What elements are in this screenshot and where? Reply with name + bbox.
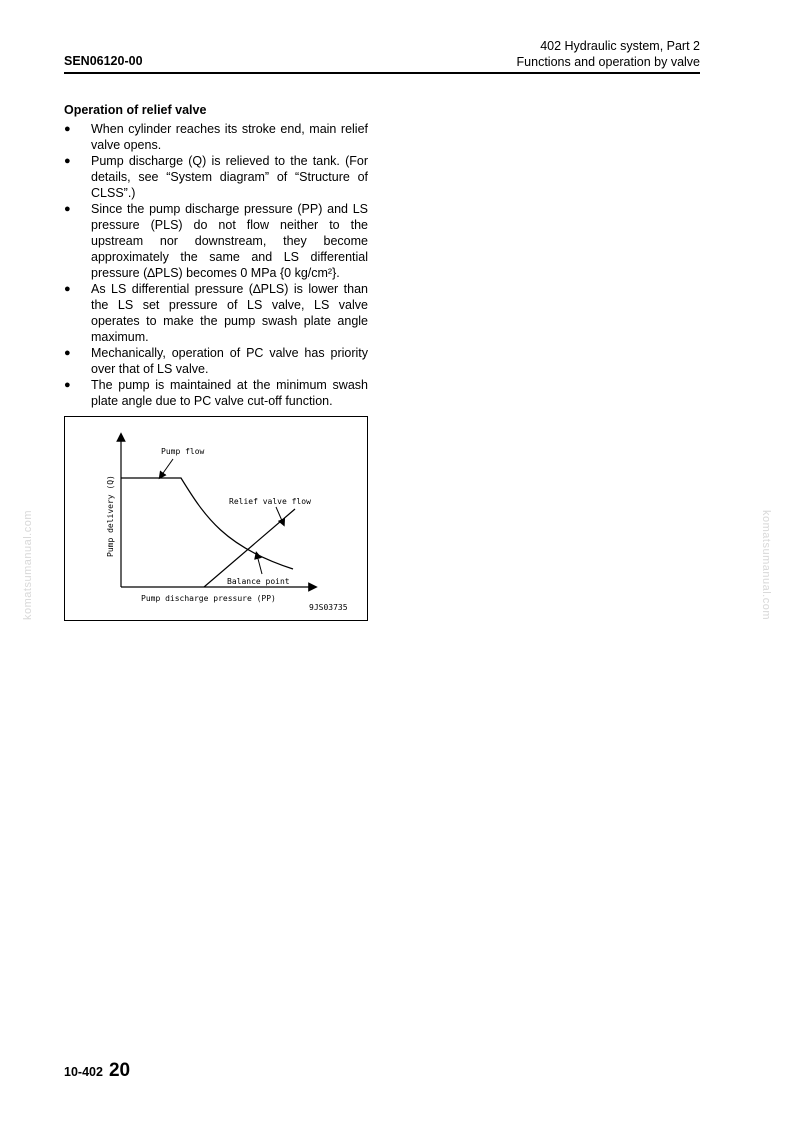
watermark-right: komatsumanual.com bbox=[760, 510, 772, 620]
bullet-text: Pump discharge (Q) is relieved to the tank. (For details, see “System diagram” of “Structure of CLSS”.) bbox=[91, 154, 368, 200]
bullet-icon: ● bbox=[64, 203, 71, 215]
bullet-item bbox=[64, 201, 368, 281]
header-divider bbox=[64, 72, 700, 74]
relief-valve-flow-label: Relief valve flow bbox=[229, 497, 311, 506]
bullet-text: Mechanically, operation of PC valve has priority over that of LS valve. bbox=[91, 346, 368, 376]
bullet-list bbox=[64, 121, 368, 409]
balance-point-label: Balance point bbox=[227, 577, 290, 586]
chapter-subtitle: Functions and operation by valve bbox=[516, 55, 700, 69]
diagram-svg bbox=[65, 417, 369, 622]
bullet-icon: ● bbox=[64, 123, 71, 135]
bullet-item bbox=[64, 121, 368, 153]
bullet-item bbox=[64, 377, 368, 409]
x-axis-label: Pump discharge pressure (PP) bbox=[141, 594, 276, 603]
bullet-text: As LS differential pressure (∆PLS) is lower than the LS set pressure of LS valve, LS valve operates to make the pump swash plate angle maximum. bbox=[91, 282, 368, 344]
header-title-block bbox=[517, 38, 700, 70]
pump-flow-leader bbox=[161, 459, 173, 476]
bullet-icon: ● bbox=[64, 379, 71, 391]
bullet-icon: ● bbox=[64, 155, 71, 167]
bullet-item bbox=[64, 345, 368, 377]
pump-flow-label: Pump flow bbox=[161, 447, 205, 456]
bullet-item bbox=[64, 153, 368, 201]
relief-valve-flow-line bbox=[204, 509, 295, 587]
figure-id: 9JS03735 bbox=[309, 603, 348, 612]
bullet-text: When cylinder reaches its stroke end, main relief valve opens. bbox=[91, 122, 368, 152]
chapter-title: 402 Hydraulic system, Part 2 bbox=[540, 39, 700, 53]
bullet-icon: ● bbox=[64, 347, 71, 359]
footer-section-code: 10-402 bbox=[64, 1065, 103, 1079]
y-axis-label: Pump delivery (Q) bbox=[106, 475, 115, 557]
bullet-icon: ● bbox=[64, 283, 71, 295]
watermark-left: komatsumanual.com bbox=[22, 510, 34, 620]
relief-flow-leader bbox=[276, 507, 283, 523]
bullet-text: Since the pump discharge pressure (PP) and LS pressure (PLS) do not flow neither to the upstream nor downstream, they become approximately the same and LS differential pressure (∆PLS) becomes 0 MPa {0 kg/cm²}. bbox=[91, 202, 368, 280]
pump-flow-curve bbox=[121, 478, 293, 569]
document-code: SEN06120-00 bbox=[64, 54, 143, 68]
bullet-text: The pump is maintained at the minimum swash plate angle due to PC valve cut-off function. bbox=[91, 378, 368, 408]
balance-point-leader bbox=[257, 555, 262, 574]
page-footer bbox=[64, 1060, 130, 1082]
relief-valve-diagram bbox=[64, 416, 368, 621]
section-title: Operation of relief valve bbox=[64, 103, 207, 117]
footer-page-number: 20 bbox=[108, 1060, 131, 1081]
bullet-item bbox=[64, 281, 368, 345]
